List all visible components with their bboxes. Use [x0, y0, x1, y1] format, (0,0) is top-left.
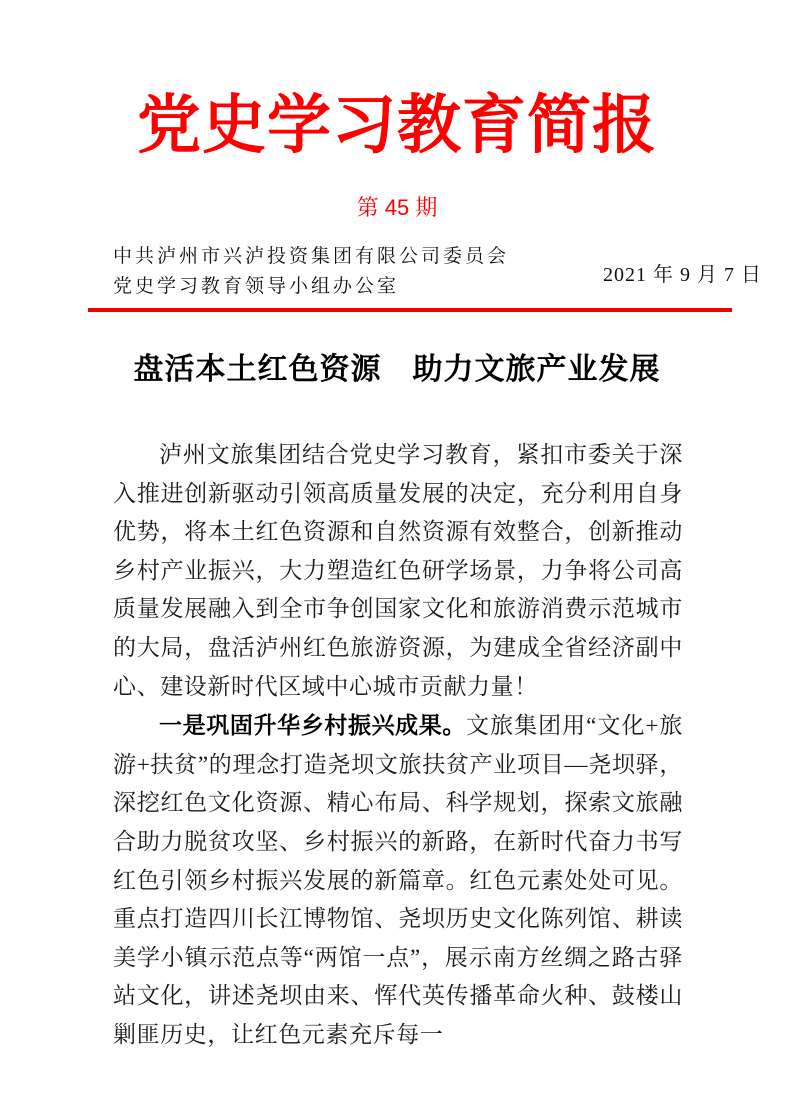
paragraph-2-lead: 一是巩固升华乡村振兴成果。 — [159, 712, 467, 739]
issuing-org-block — [113, 242, 509, 302]
paragraph-2-text: 文旅集团用“文化+旅游+扶贫”的理念打造尧坝文旅扶贫产业项目—尧坝驿，深挖红色文化资源、精心布局、科学规划，探索文旅融合助力脱贫攻坚、乡村振兴的新路，在新时代奋力书写红色引领乡村振兴发展的新篇章。红色元素处处可见。重点打造四川长江博物馆、尧坝历史文化陈列馆、耕读美学小镇示范点等“两馆一点”，展示南方丝绸之路古驿站文化，讲述尧坝由来、恽代英传播革命火种、鼓楼山剿匪历史，让红色元素充斥每一 — [113, 713, 683, 1047]
org-line-1: 中共泸州市兴泸投资集团有限公司委员会 — [113, 246, 510, 267]
masthead-row — [113, 242, 764, 302]
article-body — [113, 436, 683, 1055]
issue-date: 2021 年 9 月 7 日 — [603, 263, 762, 286]
article-title: 盘活本土红色资源 助力文旅产业发展 — [133, 353, 661, 386]
paragraph-1-text: 泸州文旅集团结合党史学习教育，紧扣市委关于深入推进创新驱动引领高质量发展的决定，充分利用自身优势，将本土红色资源和自然资源有效整合，创新推动乡村产业振兴，大力塑造红色研学场景，力争将公司高质量发展融入到全市争创国家文化和旅游消费示范城市的大局，盘活泸州红色旅游资源，为建成全省经济副中心、建设新时代区域中心城市贡献力量！ — [113, 442, 683, 699]
bulletin-title: 党史学习教育简报 — [137, 90, 657, 161]
masthead-divider-rule — [88, 308, 732, 312]
org-line-2: 党史学习教育领导小组办公室 — [113, 276, 400, 297]
paragraph-2 — [113, 706, 683, 1054]
issue-number: 第 45 期 — [356, 195, 438, 220]
paragraph-1 — [113, 436, 683, 706]
